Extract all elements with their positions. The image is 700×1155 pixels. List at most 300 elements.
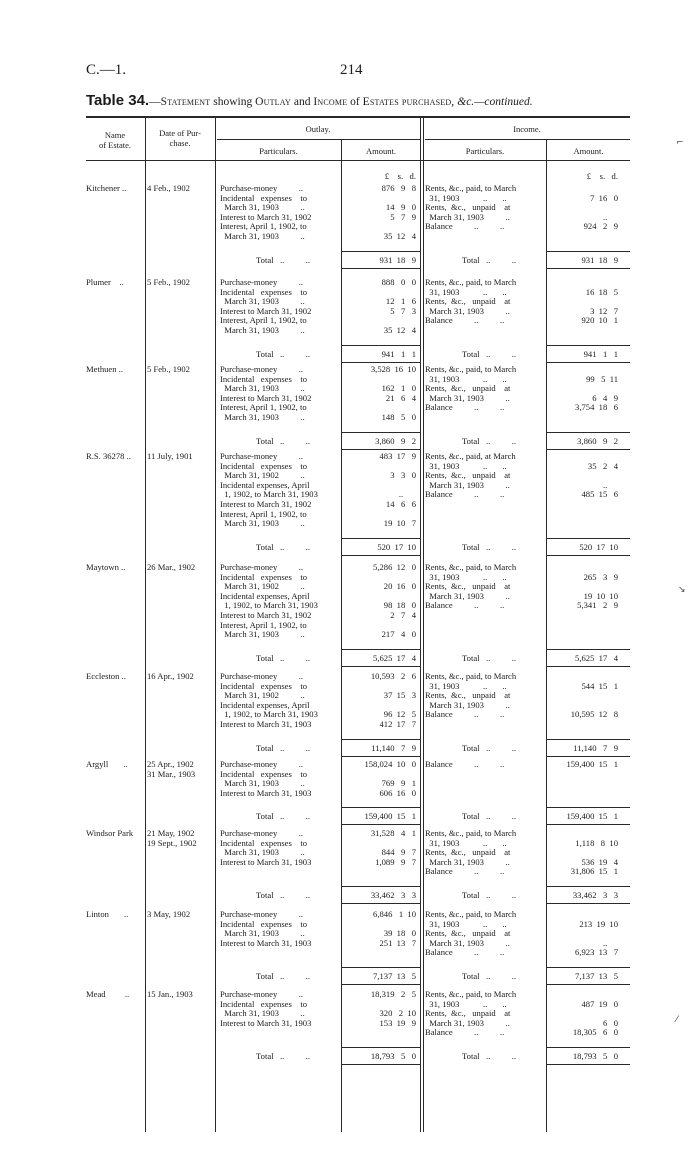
income-particular: Rents, &c., paid, to March — [425, 671, 517, 681]
lsd-income: £ s. d. — [586, 171, 618, 181]
outlay-particular: 1, 1902, to March 31, 1903 — [220, 709, 318, 720]
income-total-rule — [547, 251, 630, 252]
estate-name: Eccleston .. — [86, 671, 126, 681]
outlay-particular: Interest to March 31, 1903 — [220, 937, 312, 948]
income-total-underline — [547, 555, 630, 556]
income-total-rule — [547, 345, 630, 346]
estate-name: Maytown .. — [86, 562, 126, 572]
outlay-particular: Interest to March 31, 1902 — [220, 211, 312, 222]
estate-date: 11 July, 1901 — [147, 451, 193, 461]
income-total-underline — [547, 666, 630, 667]
col-header-income-amount: Amount. — [573, 146, 604, 156]
outlay-amount: 14 6 6 — [385, 499, 416, 509]
outlay-total-underline — [342, 1064, 420, 1065]
income-particular: Rents, &c., unpaid at — [425, 847, 511, 858]
outlay-particular: 1, 1902, to March 31, 1903 — [220, 489, 318, 500]
estate-date: 5 Feb., 1902 — [147, 364, 190, 374]
income-total-amount: 18,793 5 0 — [572, 1051, 618, 1061]
title-estates: Estates purchased, — [362, 96, 455, 108]
outlay-particular: Purchase-money .. — [220, 909, 304, 919]
income-total-amount: 931 18 9 — [581, 254, 618, 265]
outlay-particular: March 31, 1903 .. — [220, 847, 305, 858]
outlay-amount: 320 2 10 — [379, 1008, 416, 1019]
income-total-rule — [547, 807, 630, 808]
outlay-amount: 844 9 7 — [381, 847, 416, 858]
income-amount: 3 12 7 — [590, 305, 618, 316]
income-particular: 31, 1903 .. .. — [425, 192, 507, 203]
outlay-amount: 483 17 9 — [379, 451, 416, 461]
outlay-total-rule — [342, 807, 420, 808]
outlay-particular: March 31, 1903 .. — [220, 412, 305, 422]
outlay-amount: 5 7 9 — [390, 211, 416, 222]
income-total-label: Total .. .. — [462, 652, 517, 663]
income-particular: Rents, &c., unpaid at — [425, 470, 511, 481]
outlay-particular: Incidental expenses to — [220, 373, 308, 384]
income-particular: 31, 1903 .. .. — [425, 286, 507, 297]
outlay-total-rule — [342, 1047, 420, 1048]
income-particular: Balance .. .. — [425, 1027, 505, 1038]
estate-date: 25 Apr., 1902 31 Mar., 1903 — [147, 759, 196, 779]
outlay-total-rule — [342, 345, 420, 346]
outlay-particular: Interest to March 31, 1903 — [220, 1017, 312, 1028]
outlay-particular: Incidental expenses, April — [220, 590, 310, 601]
income-particular: 31, 1903 .. .. — [425, 837, 507, 848]
income-amount: 31,806 15 1 — [570, 866, 618, 877]
outlay-amount: 35 12 4 — [383, 325, 416, 335]
income-particular: March 31, 1903 .. — [425, 211, 510, 222]
income-amount: 536 19 4 — [581, 856, 618, 867]
income-total-underline — [547, 756, 630, 757]
income-amount: .. — [602, 937, 618, 948]
income-total-label: Total .. .. — [462, 541, 517, 552]
income-total-rule — [547, 739, 630, 740]
page-number: 214 — [340, 62, 363, 78]
income-particular: March 31, 1903 .. — [425, 1017, 510, 1028]
outlay-particular: 1, 1902, to March 31, 1903 — [220, 600, 318, 611]
outlay-total-label: Total .. .. — [256, 348, 311, 359]
income-total-rule — [547, 886, 630, 887]
income-particular: Rents, &c., unpaid at — [425, 383, 511, 394]
income-total-rule — [547, 967, 630, 968]
income-amount: 19 10 10 — [583, 590, 618, 601]
outlay-total-amount: 159,400 15 1 — [364, 811, 416, 822]
income-total-underline — [547, 449, 630, 450]
header-bottom-rule — [86, 160, 630, 161]
outlay-particular: Incidental expenses to — [220, 918, 308, 929]
income-amount: 99 5 11 — [586, 373, 618, 384]
income-amount: 1,118 8 10 — [575, 837, 618, 848]
outlay-total-rule — [342, 432, 420, 433]
income-amount: 920 10 1 — [581, 315, 618, 326]
estate-name: Mead .. — [86, 989, 130, 999]
outlay-particular: March 31, 1903 .. — [220, 202, 305, 213]
outlay-total-label: Total .. .. — [256, 435, 311, 446]
income-particular: Rents, &c., paid, to March — [425, 562, 517, 572]
income-amount: 3,754 18 6 — [575, 402, 618, 413]
outlay-total-amount: 18,793 5 0 — [370, 1051, 416, 1061]
margin-mark-icon: ⁄ — [676, 1015, 678, 1025]
outlay-amount: 769 9 1 — [381, 778, 416, 789]
income-amount: 6,923 13 7 — [575, 947, 618, 958]
outlay-particular: Purchase-money .. — [220, 451, 304, 461]
income-amount: 6 4 9 — [592, 392, 618, 403]
income-amount: 924 2 9 — [583, 221, 618, 232]
income-total-label: Total .. .. — [462, 811, 517, 822]
outlay-total-underline — [342, 449, 420, 450]
income-particular: Rents, &c., unpaid at — [425, 1008, 511, 1019]
income-amount: 213 19 10 — [579, 918, 618, 929]
table-top-rule — [86, 116, 630, 118]
outlay-amount: 3,528 16 10 — [370, 364, 416, 374]
outlay-amount: 37 15 3 — [383, 690, 416, 701]
income-particular: Rents, &c., paid, to March — [425, 989, 517, 999]
income-total-amount: 5,625 17 4 — [575, 652, 618, 663]
income-amount: 159,400 15 1 — [566, 759, 618, 769]
outlay-amount: 876 9 8 — [381, 183, 416, 193]
col-header-date: Date of Pur- chase. — [159, 128, 201, 148]
income-particular: March 31, 1903 .. — [425, 479, 510, 490]
income-particular: Rents, &c., paid, at March — [425, 451, 516, 461]
income-particular: March 31, 1903 .. — [425, 590, 510, 601]
outlay-particular: Purchase-money .. — [220, 671, 304, 681]
outlay-particular: March 31, 1903 .. — [220, 383, 305, 394]
outlay-total-underline — [342, 666, 420, 667]
outlay-total-underline — [342, 555, 420, 556]
table-title — [86, 92, 533, 109]
outlay-amount: 21 6 4 — [385, 392, 416, 403]
outlay-amount: 31,528 4 1 — [370, 828, 416, 838]
title-income: Income — [313, 96, 348, 108]
outlay-particular: March 31, 1903 .. — [220, 231, 305, 241]
outlay-particular: Interest, April 1, 1902, to — [220, 619, 307, 630]
outlay-particular: Interest, April 1, 1902, to — [220, 221, 307, 232]
income-particular: 31, 1903 .. .. — [425, 571, 507, 582]
outlay-total-underline — [342, 362, 420, 363]
outlay-total-label: Total .. .. — [256, 811, 311, 822]
income-total-amount: 159,400 15 1 — [566, 811, 618, 822]
income-particular: Rents, &c., unpaid at — [425, 928, 511, 939]
income-particular: Rents, &c., paid, to March — [425, 909, 517, 919]
income-total-amount: 33,462 3 3 — [572, 890, 618, 900]
income-particular: March 31, 1903 .. — [425, 856, 510, 867]
outlay-particular: March 31, 1902 .. — [220, 470, 305, 481]
estate-name: Windsor Park — [86, 828, 134, 838]
income-total-underline — [547, 268, 630, 269]
outlay-total-rule — [342, 251, 420, 252]
outlay-particular: Incidental expenses to — [220, 768, 308, 779]
income-total-rule — [547, 432, 630, 433]
outlay-particular: Purchase-money .. — [220, 183, 304, 193]
estate-name: Kitchener .. — [86, 183, 127, 193]
income-total-label: Total .. .. — [462, 742, 517, 753]
outlay-total-amount: 11,140 7 9 — [371, 742, 416, 753]
income-total-underline — [547, 1064, 630, 1065]
outlay-amount: 5,286 12 0 — [373, 562, 416, 572]
estate-date: 21 May, 1902 19 Sept., 1902 — [147, 828, 197, 848]
margin-mark-icon: ↘ — [678, 585, 686, 595]
outlay-particular: Purchase-money .. — [220, 277, 304, 287]
estate-date: 15 Jan., 1903 — [147, 989, 193, 999]
outlay-total-label: Total .. .. — [256, 541, 311, 552]
outlay-amount: 6,846 1 10 — [373, 909, 416, 919]
income-total-label: Total .. .. — [462, 971, 517, 981]
outlay-particular: Interest to March 31, 1903 — [220, 856, 312, 867]
income-particular: March 31, 1903 .. — [425, 392, 510, 403]
outlay-total-underline — [342, 756, 420, 757]
income-particular: Rents, &c., paid, to March — [425, 828, 517, 838]
income-total-rule — [547, 649, 630, 650]
estate-name: Linton .. — [86, 909, 129, 919]
outlay-particular: Incidental expenses to — [220, 192, 308, 203]
outlay-amount: 35 12 4 — [383, 231, 416, 241]
outlay-particular: March 31, 1902 .. — [220, 581, 305, 592]
vrule-2 — [215, 117, 216, 1132]
estate-date: 3 May, 1902 — [147, 909, 191, 919]
col-header-income: Income. — [513, 124, 541, 134]
outlay-amount: 158,024 10 0 — [364, 759, 416, 769]
outlay-total-rule — [342, 886, 420, 887]
outlay-total-label: Total .. .. — [256, 742, 311, 753]
outlay-particular: Purchase-money .. — [220, 828, 304, 838]
outlay-particular: Interest, April 1, 1902, to — [220, 508, 307, 519]
outlay-amount: 39 18 0 — [383, 928, 416, 939]
outlay-total-label: Total .. .. — [256, 971, 311, 981]
outlay-total-underline — [342, 268, 420, 269]
subheader-rule-outlay — [217, 139, 421, 140]
income-amount: 18,305 6 0 — [572, 1027, 618, 1038]
col-header-name: Name of Estate. — [98, 130, 132, 150]
outlay-total-label: Total .. .. — [256, 890, 311, 900]
outlay-particular: Interest to March 31, 1902 — [220, 499, 312, 509]
outlay-particular: Incidental expenses to — [220, 680, 308, 691]
outlay-particular: Incidental expenses, April — [220, 479, 310, 490]
outlay-amount: 20 16 0 — [383, 581, 416, 592]
outlay-amount: 888 0 0 — [381, 277, 416, 287]
income-amount: 35 2 4 — [587, 460, 618, 471]
income-particular: Balance .. .. — [425, 402, 505, 413]
outlay-amount: 412 17 7 — [379, 719, 416, 729]
income-particular: Rents, &c., unpaid at — [425, 581, 511, 592]
income-particular: 31, 1903 .. .. — [425, 998, 507, 1009]
income-particular: Rents, &c., paid, to March — [425, 183, 517, 193]
income-amount: 487 19 0 — [581, 998, 618, 1009]
outlay-total-underline — [342, 824, 420, 825]
outlay-total-amount: 33,462 3 3 — [370, 890, 416, 900]
income-particular: Rents, &c., unpaid at — [425, 690, 511, 701]
col-header-income-particulars: Particulars. — [465, 146, 505, 156]
outlay-total-underline — [342, 903, 420, 904]
income-total-underline — [547, 824, 630, 825]
margin-mark-icon: ⌐ — [676, 138, 684, 148]
outlay-amount: 10,593 2 6 — [370, 671, 416, 681]
outlay-particular: Interest to March 31, 1902 — [220, 610, 312, 620]
outlay-particular: March 31, 1903 .. — [220, 325, 305, 335]
outlay-total-rule — [342, 538, 420, 539]
income-amount: 485 15 6 — [581, 489, 618, 500]
income-total-rule — [547, 538, 630, 539]
outlay-amount: 96 12 5 — [383, 709, 416, 720]
income-amount: .. — [602, 211, 618, 222]
title-outlay: Outlay — [255, 96, 291, 108]
title-of: of — [347, 96, 363, 108]
income-particular: March 31, 1903 .. — [425, 699, 510, 710]
outlay-amount: 2 7 4 — [390, 610, 416, 620]
outlay-total-label: Total .. .. — [256, 1051, 311, 1061]
outlay-total-amount: 5,625 17 4 — [373, 652, 416, 663]
income-particular: Balance .. .. — [425, 866, 505, 877]
outlay-total-amount: 941 1 1 — [381, 348, 416, 359]
income-particular: Rents, &c., unpaid at — [425, 296, 511, 307]
outlay-total-label: Total .. .. — [256, 254, 311, 265]
income-particular: Balance .. .. — [425, 600, 505, 611]
outlay-particular: Interest, April 1, 1902, to — [220, 315, 307, 326]
income-particular: 31, 1903 .. .. — [425, 680, 507, 691]
outlay-amount: 18,319 2 5 — [370, 989, 416, 999]
outlay-particular: Interest to March 31, 1903 — [220, 719, 312, 729]
outlay-particular: March 31, 1902 .. — [220, 690, 305, 701]
outlay-amount: 3 3 0 — [390, 470, 416, 481]
title-dash: — — [149, 96, 161, 108]
income-amount: 16 18 5 — [585, 286, 618, 297]
outlay-amount: 162 1 0 — [381, 383, 416, 394]
col-header-outlay-amount: Amount. — [366, 146, 396, 156]
outlay-amount: 1,089 9 7 — [375, 856, 416, 867]
income-particular: 31, 1903 .. .. — [425, 460, 507, 471]
outlay-particular: Interest to March 31, 1902 — [220, 305, 312, 316]
outlay-particular: Incidental expenses to — [220, 998, 308, 1009]
outlay-particular: Purchase-money .. — [220, 364, 304, 374]
outlay-particular: Incidental expenses to — [220, 460, 308, 471]
income-total-label: Total .. .. — [462, 890, 517, 900]
outlay-amount: 153 19 9 — [379, 1017, 416, 1028]
outlay-total-amount: 3,860 9 2 — [375, 435, 416, 446]
outlay-amount: 251 13 7 — [379, 937, 416, 948]
outlay-total-amount: 7,137 13 5 — [373, 971, 416, 981]
income-amount: .. — [602, 479, 618, 490]
outlay-particular: Incidental expenses to — [220, 571, 308, 582]
income-amount: 5,341 2 9 — [577, 600, 618, 611]
estate-name: R.S. 36278 .. — [86, 451, 131, 461]
vrule-1 — [145, 117, 146, 1132]
outlay-amount: 19 10 7 — [383, 518, 416, 529]
income-total-amount: 520 17 10 — [579, 541, 618, 552]
income-particular: Balance .. .. — [425, 947, 505, 958]
estate-date: 26 Mar., 1902 — [147, 562, 196, 572]
estate-date: 5 Feb., 1902 — [147, 277, 190, 287]
income-total-amount: 7,137 13 5 — [575, 971, 618, 981]
outlay-particular: Incidental expenses to — [220, 286, 308, 297]
estate-date: 4 Feb., 1902 — [147, 183, 190, 193]
outlay-particular: Interest to March 31, 1902 — [220, 392, 312, 403]
income-particular: 31, 1903 .. .. — [425, 918, 507, 929]
outlay-amount: 148 5 0 — [381, 412, 416, 422]
income-total-label: Total .. .. — [462, 348, 517, 359]
outlay-total-rule — [342, 967, 420, 968]
outlay-particular: Purchase-money .. — [220, 759, 304, 769]
subheader-rule-income — [425, 139, 630, 140]
income-total-underline — [547, 903, 630, 904]
income-amount: 544 15 1 — [581, 680, 618, 691]
income-amount: 7 16 0 — [590, 192, 618, 203]
income-particular: Balance .. .. — [425, 221, 505, 232]
income-particular: Rents, &c., paid, to March — [425, 277, 517, 287]
outlay-particular: Interest, April 1, 1902, to — [220, 402, 307, 413]
vrule-5 — [423, 117, 424, 1132]
outlay-amount: 217 4 0 — [381, 629, 416, 640]
income-particular: Rents, &c., paid, to March — [425, 364, 517, 374]
title-showing: showing — [210, 96, 256, 108]
title-statement: Statement — [160, 96, 211, 108]
income-particular: Balance .. .. — [425, 709, 505, 720]
outlay-total-underline — [342, 984, 420, 985]
outlay-amount: 5 7 3 — [390, 305, 416, 316]
income-particular: Balance .. .. — [425, 315, 505, 326]
outlay-particular: March 31, 1903 .. — [220, 1008, 305, 1019]
estate-name: Argyll .. — [86, 759, 128, 769]
outlay-total-label: Total .. .. — [256, 652, 311, 663]
outlay-total-rule — [342, 649, 420, 650]
vrule-4 — [420, 117, 421, 1132]
outlay-amount: 606 16 0 — [379, 787, 416, 798]
outlay-particular: March 31, 1903 .. — [220, 928, 305, 939]
income-total-amount: 3,860 9 2 — [577, 435, 618, 446]
table-number: Table 34. — [86, 92, 150, 109]
outlay-total-amount: 931 18 9 — [379, 254, 416, 265]
estate-name: Plumer .. — [86, 277, 124, 287]
outlay-particular: March 31, 1903 .. — [220, 778, 305, 789]
outlay-particular: Incidental expenses, April — [220, 699, 310, 710]
outlay-amount: 98 18 0 — [383, 600, 416, 611]
income-particular: March 31, 1903 .. — [425, 305, 510, 316]
col-header-outlay-particulars: Particulars. — [259, 146, 298, 156]
header-series: C.—1. — [86, 62, 127, 78]
outlay-amount: .. — [398, 489, 416, 500]
income-amount: 10,595 12 8 — [570, 709, 618, 720]
income-total-underline — [547, 362, 630, 363]
outlay-particular: Incidental expenses to — [220, 837, 308, 848]
outlay-particular: Interest to March 31, 1903 — [220, 787, 312, 798]
estate-date: 16 Apr., 1902 — [147, 671, 194, 681]
outlay-particular: March 31, 1903 .. — [220, 629, 305, 640]
outlay-particular: Purchase-money .. — [220, 562, 304, 572]
income-amount: 265 3 9 — [583, 571, 618, 582]
income-total-amount: 941 1 1 — [583, 348, 618, 359]
income-total-label: Total .. .. — [462, 254, 517, 265]
estate-name: Methuen .. — [86, 364, 123, 374]
income-total-underline — [547, 984, 630, 985]
col-header-outlay: Outlay. — [305, 124, 331, 134]
title-and: and — [291, 96, 314, 108]
outlay-particular: March 31, 1903 .. — [220, 518, 305, 529]
income-total-amount: 11,140 7 9 — [573, 742, 618, 753]
income-total-rule — [547, 1047, 630, 1048]
income-total-label: Total .. .. — [462, 435, 517, 446]
income-particular: Balance .. .. — [425, 759, 505, 769]
income-total-label: Total .. .. — [462, 1051, 517, 1061]
income-particular: Rents, &c., unpaid at — [425, 202, 511, 213]
income-particular: Balance .. .. — [425, 489, 505, 500]
outlay-particular: Purchase-money .. — [220, 989, 304, 999]
lsd-outlay: £ s. d. — [384, 171, 416, 181]
income-amount: 6 0 — [602, 1017, 618, 1028]
outlay-total-rule — [342, 739, 420, 740]
title-continued: &c.—continued. — [454, 96, 533, 108]
income-particular: March 31, 1903 .. — [425, 937, 510, 948]
income-particular: 31, 1903 .. .. — [425, 373, 507, 384]
outlay-particular: March 31, 1903 .. — [220, 296, 305, 307]
outlay-amount: 14 9 0 — [385, 202, 416, 213]
outlay-amount: 12 1 6 — [385, 296, 416, 307]
